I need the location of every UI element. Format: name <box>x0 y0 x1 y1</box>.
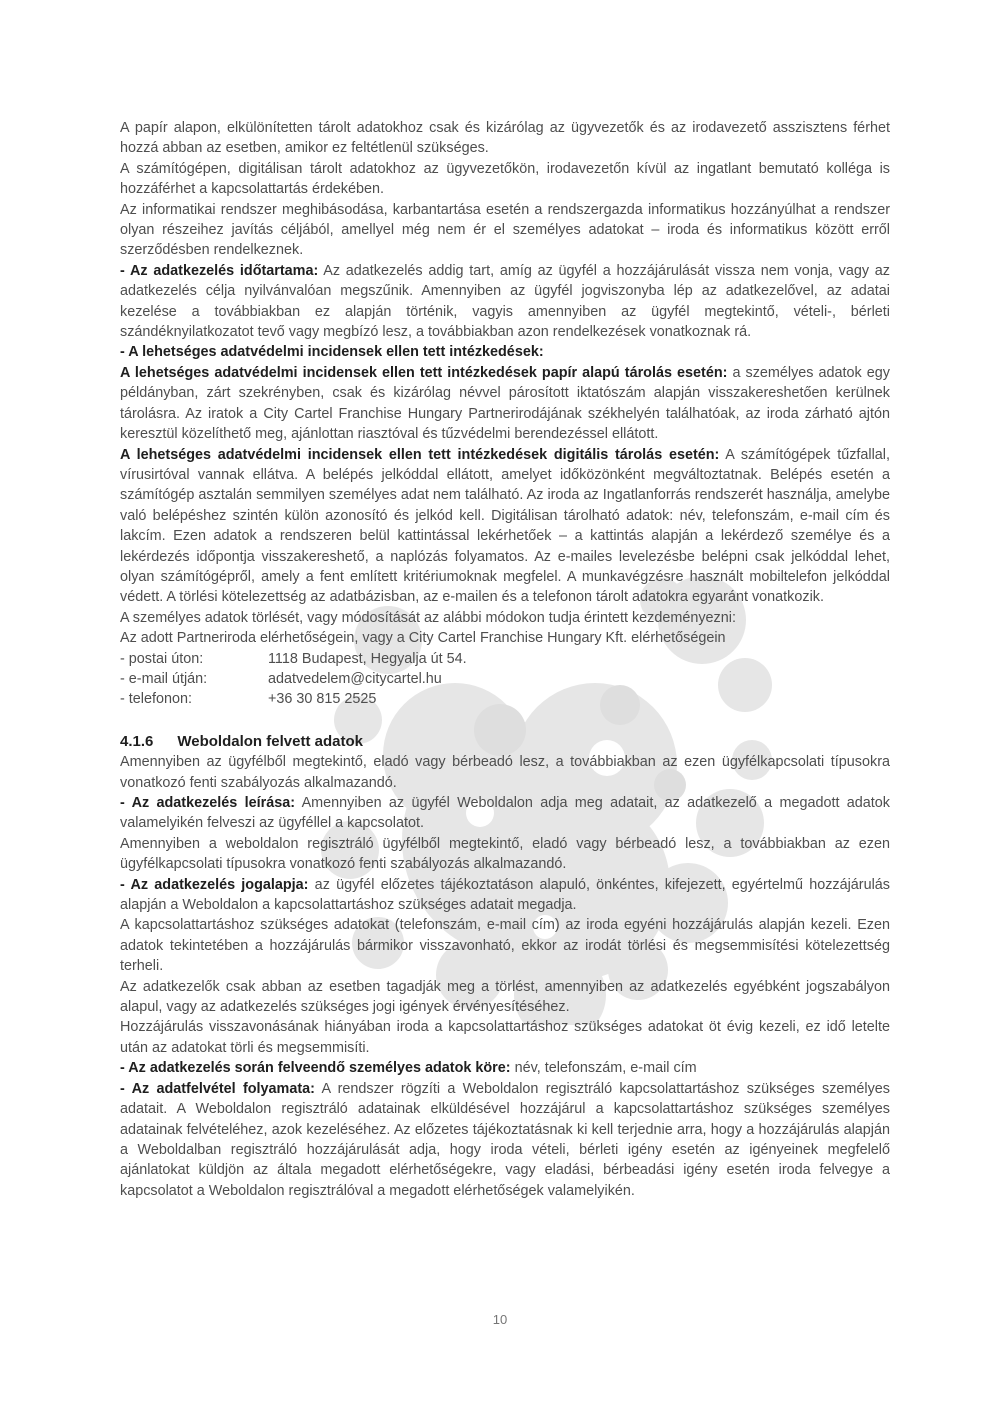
paragraph <box>120 1079 890 1201</box>
paragraph-text: A személyes adatok törlését, vagy módosítását az alábbi módokon tudja érintett kezdeményezni: <box>120 609 736 626</box>
contact-label: - telefonon: <box>120 691 193 708</box>
contact-value: adatvedelem@citycartel.hu <box>268 670 442 687</box>
paragraph-bold-lead: A lehetséges adatvédelmi incidensek ellen tett intézkedések digitális tárolás esetén: <box>120 446 720 463</box>
section-number: 4.1.6 <box>120 732 154 750</box>
paragraph-bold-lead: - Az adatkezelés jogalapja: <box>120 876 309 893</box>
paragraph-text: A rendszer rögzíti a Weboldalon regisztráló kapcsolattartáshoz szükséges személyes adatait. A Weboldalon regisztráló adatainak elküldésével hozzájárul a kapcsolattartáshoz szükséges személyes adatainak felvételéhez, azok kezeléséhez. Az előzetes tájékoztatásnak ki kell terjednie arra, hogy a hozzájárulás alapján a Weboldalban regisztráló hozzájárulását adja, hogy iroda vételi, bérleti igény esetén az igényeinek megfelelő ajánlatokat küldjön az általa megadott elérhetőségekre, vagy eladási, bérbeadási igény esetén iroda felvegye a kapcsolatot a Weboldalon regisztrálóval a megadott elérhetőségek valamelyikén. <box>120 1080 890 1199</box>
paragraph <box>120 834 890 875</box>
paragraph <box>120 793 890 834</box>
paragraph-text: név, telefonszám, e-mail cím <box>510 1060 697 1077</box>
contact-label: - e-mail útján: <box>120 670 208 687</box>
paragraph-text: Amennyiben az ügyfél Weboldalon adja meg adatait, az adatkezelő a megadott adatok valamelyikén felveszi az ügyféllel a kapcsolatot. <box>120 795 890 832</box>
paragraph <box>120 1017 890 1058</box>
section-title: Weboldalon felvett adatok <box>177 732 363 750</box>
paragraph-text: A számítógépek tűzfallal, vírusirtóval vannak ellátva. A belépés jelkóddal ellátott, amelyet időközönként megváltoztatnak. Belépés esetén a számítógép asztalán semmilyen személyes adat nem található. Az iroda az Ingatlanforrás rendszerét használja, amelybe való belépéshez szintén külön azonosító és jelkód kell. Digitálisan tárolható adatok: név, telefonszám, e-mail cím és lakcím. Ezen adatok a rendszeren belül kattintással lekérhetőek – a kattintás alapján a lekérdező személye és a lekérdezés időpontja visszakereshető, a naplózás folyamatos. Az e-mailes levelezésbe belépni csak jelkóddal lehet, olyan számítógépről, amely a fent említett kritériumoknak megfelel. A munkavégzésre használt mobiltelefon jelkóddal védett. A törlési kötelezettség az adatbázisban, az e-mailen és a telefonon tárolt adatokra egyaránt vonatkozik. <box>120 446 891 606</box>
paragraph-text: Amennyiben az ügyfélből megtekintő, eladó vagy bérbeadó lesz, a továbbiakban az ezen ügyfélkapcsolati típusokra vonatkozó fenti szabályozás alkalmazandó. <box>120 754 890 791</box>
paragraph <box>120 363 890 445</box>
paragraph-bold-lead: - Az adatkezelés leírása: <box>120 795 296 811</box>
contact-row <box>120 649 890 669</box>
paragraph <box>120 445 890 608</box>
paragraph-text: a személyes adatok egy példányban, zárt szekrényben, csak és kizárólag névvel párosított iktatószám alapján visszakereshetően kerülnek tárolásra. Az iratok a City Cartel Franchise Hungary Partnerirodájának székhelyén találhatóak, az iroda zárható ajtón keresztül közelíthető meg, ajánlottan riasztóval és tűzvédelmi berendezéssel ellátott. <box>120 364 890 443</box>
page-number: 10 <box>492 1312 508 1327</box>
paragraph <box>120 261 890 343</box>
paragraph <box>120 875 890 916</box>
paragraph <box>120 200 890 261</box>
paragraph-text: Az adatkezelők csak abban az esetben tagadják meg a törlést, amennyiben az adatkezelés egyébként jogszabályon alapul, vagy az adatkezelés szükséges jogi igények érvényesítéséhez. <box>120 978 890 1016</box>
paragraph-text: Az informatikai rendszer meghibásodása, karbantartása esetén a rendszergazda informatikus hozzányúlhat a rendszer olyan részeihez javítás céljából, amellyel még nem ér el személyes adatokat – iroda és informatikus között erről szerződésben rendelkeznek. <box>120 201 890 259</box>
paragraph-text: Amennyiben a weboldalon regisztráló ügyfélből megtekintő, eladó vagy bérbeadó lesz, a továbbiakban az ezen ügyfélkapcsolati típusokra vonatkozó fenti szabályozás alkalmazandó. <box>120 835 890 873</box>
contact-label: - postai úton: <box>120 650 204 667</box>
contact-value: +36 30 815 2525 <box>268 691 377 708</box>
paragraph <box>120 752 890 793</box>
paragraph-bold-lead: - Az adatfelvétel folyamata: <box>120 1080 315 1097</box>
paragraph <box>120 977 890 1018</box>
section-heading <box>120 732 890 752</box>
paragraph-bold-lead: A lehetséges adatvédelmi incidensek ellen tett intézkedések papír alapú tárolás esetén: <box>120 364 728 381</box>
paragraph <box>120 915 890 976</box>
paragraph <box>120 118 890 159</box>
paragraph <box>120 342 890 362</box>
paragraph-bold-lead: - Az adatkezelés során felveendő személyes adatok köre: <box>120 1060 511 1077</box>
contact-row <box>120 669 890 689</box>
contact-row <box>120 689 890 709</box>
paragraph-text: A kapcsolattartáshoz szükséges adatokat (telefonszám, e-mail cím) az iroda egyéni hozzájárulás alapján kezeli. Ezen adatok tekintetében a hozzájárulás bármikor visszavonható, ekkor az irodát törlési és megsemmisítési kötelezettség terheli. <box>120 917 890 975</box>
paragraph-text: az ügyfél előzetes tájékoztatáson alapuló, önkéntes, kifejezett, egyértelmű hozzájárulás alapján a Weboldalon a kapcsolattartáshoz szükséges adatait megadja. <box>120 876 890 914</box>
paragraph-bold-lead: - A lehetséges adatvédelmi incidensek ellen tett intézkedések: <box>120 344 544 361</box>
paragraph-text: Hozzájárulás visszavonásának hiányában iroda a kapcsolattartáshoz szükséges adatokat öt évig kezeli, ez idő letelte után az adatokat törli és megsemmisíti. <box>120 1019 890 1056</box>
paragraph-text: Az adott Partneriroda elérhetőségein, vagy a City Cartel Franchise Hungary Kft. elérhetőségein <box>120 630 726 647</box>
paragraph-text: Az adatkezelés addig tart, amíg az ügyfél a hozzájárulását vissza nem vonja, vagy az adatkezelés célja nyilvánvalóan megszűnik. Amennyiben az ügyfél jogviszonyba lép az adatkezelővel, az adatai kezelése a továbbiakban ez alapján történik, vagyis amennyiben az ügyfél megtekintő, vételi-, bérleti szándéknyilatkozatot tevő vagy megbízó lesz, a továbbiakban azon rendelkezések vonatkoznak rá. <box>120 262 890 341</box>
paragraph-bold-lead: - Az adatkezelés időtartama: <box>120 262 319 279</box>
paragraph-text: A számítógépen, digitálisan tárolt adatokhoz az ügyvezetőkön, irodavezetőn kívül az ingatlant bemutató kolléga is hozzáférhet a kapcsolattartás érdekében. <box>120 160 890 198</box>
paragraph <box>120 159 890 200</box>
contact-value: 1118 Budapest, Hegyalja út 54. <box>268 650 467 667</box>
paragraph <box>120 608 890 628</box>
paragraph-text: A papír alapon, elkülönítetten tárolt adatokhoz csak és kizárólag az ügyvezetők és az irodavezető asszisztens férhet hozzá abban az esetben, amikor ez feltétlenül szükséges. <box>120 120 890 157</box>
paragraph <box>120 1058 890 1078</box>
paragraph <box>120 628 890 648</box>
document-body <box>120 118 890 1201</box>
